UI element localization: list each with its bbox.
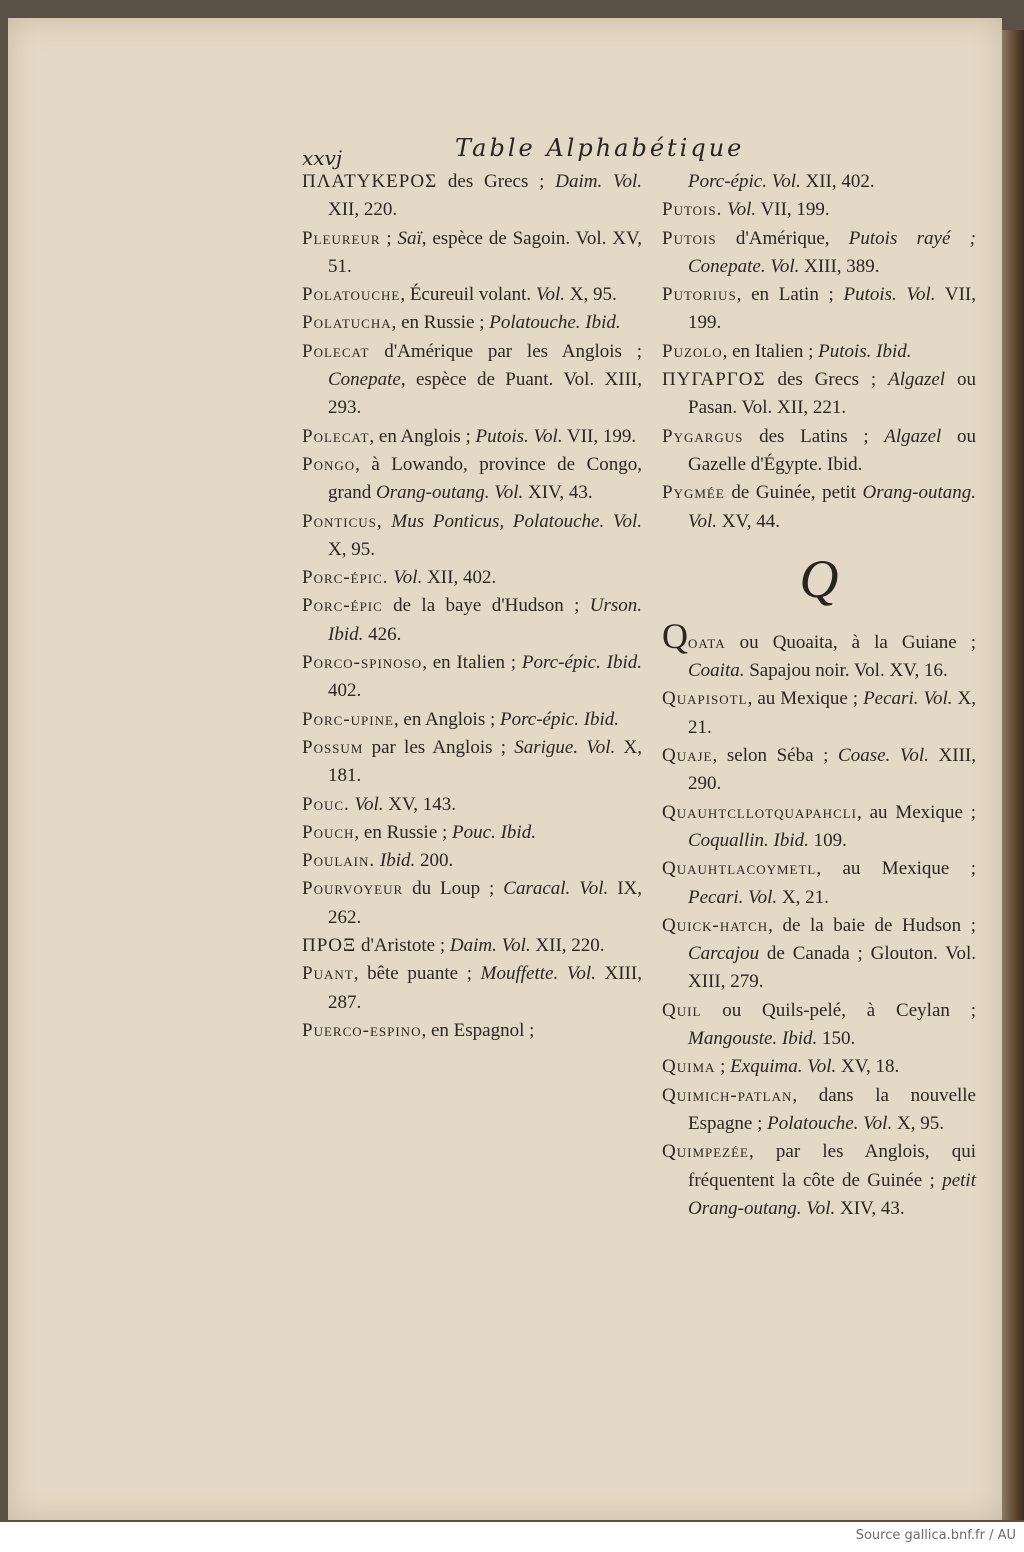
entry-volume: de Canada ; Glouton. Vol. XIII, 279. bbox=[688, 943, 976, 993]
entry-reference: Sarigue. Vol. bbox=[514, 736, 616, 758]
index-entry bbox=[662, 1082, 976, 1139]
entry-reference: Porc-épic. Ibid. bbox=[521, 652, 642, 674]
entry-volume: XII, 220. bbox=[530, 935, 605, 957]
entry-reference: Porc-épic. Vol. bbox=[688, 171, 801, 192]
entry-text: ; bbox=[380, 227, 398, 249]
index-entry bbox=[662, 685, 976, 742]
entry-text: , en Russie ; bbox=[354, 821, 453, 843]
entry-volume: 150. bbox=[817, 1028, 856, 1050]
entry-headword: ΠΥΓΑΡΓΟΣ bbox=[662, 369, 766, 391]
index-entry bbox=[302, 281, 642, 309]
index-entry bbox=[662, 196, 976, 224]
entry-headword: Pleureur bbox=[302, 227, 381, 249]
entry-reference: Putois rayé ; Conepate. Vol. bbox=[688, 227, 976, 277]
index-entry bbox=[302, 734, 642, 791]
entry-volume: XIV, 43. bbox=[835, 1197, 905, 1219]
entry-reference: Mouffette. Vol. bbox=[480, 963, 596, 985]
entry-text: du Loup ; bbox=[403, 878, 504, 900]
entry-reference: Putois. Vol. bbox=[843, 284, 936, 306]
entry-reference: Porc-épic. Ibid. bbox=[500, 708, 620, 730]
entry-text: , par les Anglois, qui fréquentent la côte de Guinée ; bbox=[688, 1141, 976, 1191]
entry-headword: Pygargus bbox=[662, 425, 744, 447]
dropcap-letter: Q bbox=[662, 615, 688, 656]
entry-reference: Daim. Vol. bbox=[555, 171, 643, 192]
entry-volume: VII, 199. bbox=[562, 425, 637, 447]
entry-volume: 200. bbox=[415, 850, 454, 872]
index-entry bbox=[662, 1138, 976, 1223]
entry-headword: Quauhtlacoymetl bbox=[662, 858, 817, 880]
entry-headword: Quil bbox=[662, 999, 702, 1021]
index-entry bbox=[302, 309, 642, 337]
entry-text: d'Amérique par les Anglois ; bbox=[369, 340, 642, 362]
entry-text: , en Latin ; bbox=[736, 284, 844, 306]
entry-reference: Exquima. Vol. bbox=[730, 1056, 837, 1078]
index-entry bbox=[662, 225, 976, 282]
entry-volume: XIII, 287. bbox=[328, 963, 642, 1013]
entry-volume: XIII, 389. bbox=[799, 255, 880, 277]
entry-text: ou Quoaita, à la Guiane ; bbox=[725, 631, 976, 653]
entry-text: , en Russie ; bbox=[391, 312, 490, 334]
entry-headword: Polatouche bbox=[302, 284, 401, 306]
entry-reference: Putois. Vol. bbox=[475, 425, 563, 447]
entry-text: , selon Séba ; bbox=[712, 745, 839, 767]
index-entry bbox=[302, 932, 642, 960]
entry-volume: X, 95. bbox=[564, 284, 617, 306]
entry-reference: Vol. bbox=[535, 284, 565, 306]
index-entry bbox=[302, 649, 642, 706]
entry-reference: Caracal. Vol. bbox=[503, 878, 609, 900]
entry-headword: Porc-épic. bbox=[302, 567, 389, 589]
entry-text: , en Italien ; bbox=[722, 340, 819, 362]
entry-reference: Pecari. Vol. bbox=[863, 688, 953, 710]
index-entry bbox=[302, 819, 642, 847]
entry-reference: Urson. Ibid. bbox=[328, 595, 642, 645]
index-entry bbox=[302, 168, 642, 225]
index-entry bbox=[662, 338, 976, 366]
entry-reference: Mangouste. Ibid. bbox=[688, 1028, 818, 1050]
entry-headword: Porc-upine bbox=[302, 708, 394, 730]
entry-text: , dans la nouvelle Espagne ; bbox=[688, 1084, 976, 1134]
entry-text: , en Anglois ; bbox=[369, 425, 476, 447]
entry-text: , de la baie de Hudson ; bbox=[768, 914, 976, 936]
entry-text: , au Mexique ; bbox=[857, 801, 976, 823]
entry-reference: Conepate bbox=[328, 369, 401, 391]
entry-headword: Polecat bbox=[302, 340, 370, 362]
index-entry bbox=[662, 997, 976, 1054]
entry-reference: Vol. bbox=[727, 199, 757, 221]
entry-volume: 426. bbox=[363, 623, 402, 645]
entry-volume: XV, 44. bbox=[717, 510, 781, 532]
entry-volume: XV, 18. bbox=[836, 1056, 900, 1078]
index-entry bbox=[662, 912, 976, 997]
entry-volume: , espèce de Sagoin. Vol. XV, 51. bbox=[328, 227, 643, 277]
index-entry bbox=[662, 479, 976, 536]
index-entry bbox=[302, 875, 642, 932]
entry-reference: Coquallin. Ibid. bbox=[688, 829, 809, 851]
entry-reference: Vol. bbox=[393, 567, 423, 589]
entry-volume: , espèce de Puant. Vol. XIII, 293. bbox=[328, 369, 642, 419]
index-entry bbox=[662, 855, 976, 912]
entry-headword: ΠΛΑΤΥΚΕΡΟΣ bbox=[302, 171, 438, 192]
entry-volume: X, 181. bbox=[328, 736, 642, 787]
entry-reference: Saï bbox=[397, 227, 422, 249]
entry-reference: Polatouche. Vol. bbox=[767, 1112, 893, 1134]
entry-volume: ou Pasan. Vol. XII, 221. bbox=[688, 369, 976, 419]
index-entry bbox=[662, 799, 976, 856]
entry-volume: XIII, 290. bbox=[688, 745, 977, 795]
index-entry bbox=[302, 706, 642, 734]
entry-text: ou Quils-pelé, à Ceylan ; bbox=[701, 999, 976, 1021]
entry-reference: Putois. Ibid. bbox=[818, 340, 912, 362]
entry-reference: Pecari. Vol. bbox=[688, 886, 778, 908]
entry-volume: ou Gazelle d'Égypte. Ibid. bbox=[688, 425, 976, 475]
right-column bbox=[662, 168, 976, 1223]
entry-volume: VII, 199. bbox=[688, 284, 976, 334]
entry-volume: XII, 402. bbox=[422, 567, 497, 589]
entry-text: par les Anglois ; bbox=[363, 736, 515, 758]
entry-reference: Carcajou bbox=[688, 943, 760, 965]
entry-text: des Grecs ; bbox=[765, 369, 889, 391]
entry-headword: Pouch bbox=[302, 821, 355, 843]
running-title: Table Alphabétique bbox=[455, 134, 745, 162]
entry-text: ; bbox=[715, 1056, 731, 1078]
entry-headword: Putois bbox=[662, 227, 717, 249]
entry-reference: Mus Ponticus, Polatouche. Vol. bbox=[391, 510, 642, 532]
entry-headword: Polecat bbox=[302, 425, 370, 447]
entry-volume: 402. bbox=[328, 680, 362, 702]
entry-headword: oata bbox=[688, 631, 726, 653]
entry-headword: Puzolo bbox=[662, 340, 723, 362]
entry-volume: X, 21. bbox=[688, 688, 976, 738]
entry-volume: XIV, 43. bbox=[523, 482, 593, 504]
entry-reference: Coaita. bbox=[688, 660, 745, 682]
entry-headword: Possum bbox=[302, 736, 364, 758]
entry-headword: Quauhtcllotquapahcli bbox=[662, 801, 858, 823]
index-entry bbox=[302, 423, 642, 451]
entry-text: d'Aristote ; bbox=[356, 935, 450, 957]
right-column-q-entries bbox=[662, 615, 977, 1223]
entry-text: de Guinée, petit bbox=[724, 482, 863, 504]
entry-volume: XII, 402. bbox=[800, 171, 875, 192]
entry-text: des Grecs ; bbox=[437, 171, 556, 192]
entry-reference: Algazel bbox=[888, 369, 946, 391]
entry-volume: VII, 199. bbox=[756, 199, 830, 221]
entry-volume: Sapajou noir. Vol. XV, 16. bbox=[744, 660, 948, 682]
entry-reference: Polatouche. Ibid. bbox=[489, 312, 621, 334]
entry-reference: Vol. bbox=[354, 793, 384, 815]
entry-reference: Orang-outang. Vol. bbox=[376, 482, 524, 504]
entry-text: , en Espagnol ; bbox=[421, 1019, 535, 1041]
entry-headword: Puerco-espino bbox=[302, 1019, 422, 1041]
entry-text: , bête puante ; bbox=[353, 963, 481, 985]
index-entry bbox=[662, 366, 976, 423]
index-entry bbox=[302, 564, 642, 592]
index-entry bbox=[302, 960, 642, 1017]
entry-text: , en Anglois ; bbox=[393, 708, 500, 730]
entry-text: , à Lowando, province de Congo, grand bbox=[328, 453, 642, 504]
entry-text: , en Italien ; bbox=[422, 652, 522, 674]
index-entry bbox=[302, 508, 642, 565]
index-entry bbox=[302, 451, 642, 508]
entry-text: , au Mexique ; bbox=[816, 858, 976, 880]
entry-text: des Latins ; bbox=[743, 425, 885, 447]
entry-headword: Quimpezée bbox=[662, 1141, 749, 1163]
entry-text: d'Amérique, bbox=[716, 227, 849, 249]
entry-headword: Porco-spinoso bbox=[302, 652, 423, 674]
entry-headword: Poulain. bbox=[302, 850, 376, 872]
source-credit: Source gallica.bnf.fr / AU bbox=[855, 1528, 1016, 1543]
entry-volume: XV, 143. bbox=[383, 793, 457, 815]
entry-reference: petit Orang-outang. Vol. bbox=[688, 1169, 976, 1219]
entry-headword: Quima bbox=[662, 1056, 716, 1078]
index-entry bbox=[662, 1053, 976, 1081]
page-number: xxvj bbox=[302, 146, 343, 170]
entry-headword: Pouc. bbox=[302, 793, 350, 815]
index-entry bbox=[662, 423, 976, 480]
entry-reference: Pouc. Ibid. bbox=[452, 821, 536, 843]
index-entry bbox=[302, 338, 642, 423]
entry-headword: Puant bbox=[302, 963, 354, 985]
entry-text: , Écureuil volant. bbox=[400, 284, 536, 306]
index-entry bbox=[302, 592, 642, 649]
entry-headword: Polatucha bbox=[302, 312, 392, 334]
index-entry bbox=[662, 742, 976, 799]
entry-reference: Orang-outang. Vol. bbox=[688, 482, 976, 532]
entry-headword: Quick-hatch bbox=[662, 914, 769, 936]
index-entry bbox=[302, 225, 642, 282]
entry-reference: Coase. Vol. bbox=[838, 745, 929, 767]
entry-text: , au Mexique ; bbox=[747, 688, 864, 710]
right-column-p-entries bbox=[662, 168, 976, 536]
entry-headword: Pourvoyeur bbox=[302, 878, 404, 900]
entry-volume: X, 95. bbox=[328, 538, 375, 560]
index-entry bbox=[662, 615, 976, 686]
book-spine bbox=[1002, 30, 1024, 1520]
entry-reference: Algazel bbox=[884, 425, 942, 447]
index-entry bbox=[662, 281, 976, 338]
entry-headword: Putorius bbox=[662, 284, 737, 306]
section-letter: Q bbox=[799, 548, 839, 609]
entry-headword: Quapisotl bbox=[662, 688, 748, 710]
entry-headword: Quimich-patlan bbox=[662, 1084, 793, 1106]
entry-reference: Daim. Vol. bbox=[449, 935, 531, 957]
left-column bbox=[302, 168, 642, 1045]
entry-headword: Pongo bbox=[302, 453, 356, 475]
entry-volume: IX, 262. bbox=[328, 878, 642, 928]
entry-text: de la baye d'Hudson ; bbox=[382, 595, 590, 617]
entry-volume: XII, 220. bbox=[328, 199, 398, 221]
entry-headword: ΠΡΟΞ bbox=[302, 935, 357, 957]
entry-headword: Pygmée bbox=[662, 482, 725, 504]
index-entry bbox=[662, 168, 976, 196]
index-entry bbox=[302, 1017, 642, 1045]
index-entry bbox=[302, 847, 642, 875]
entry-volume: 109. bbox=[808, 829, 847, 851]
entry-reference: Ibid. bbox=[379, 850, 416, 872]
entry-headword: Ponticus, bbox=[302, 510, 383, 532]
entry-volume: X, 95. bbox=[892, 1112, 944, 1134]
entry-headword: Putois. bbox=[662, 199, 723, 221]
entry-headword: Porc-épic bbox=[302, 595, 383, 617]
entry-volume: X, 21. bbox=[777, 886, 829, 908]
index-entry bbox=[302, 791, 642, 819]
entry-headword: Quaje bbox=[662, 745, 713, 767]
